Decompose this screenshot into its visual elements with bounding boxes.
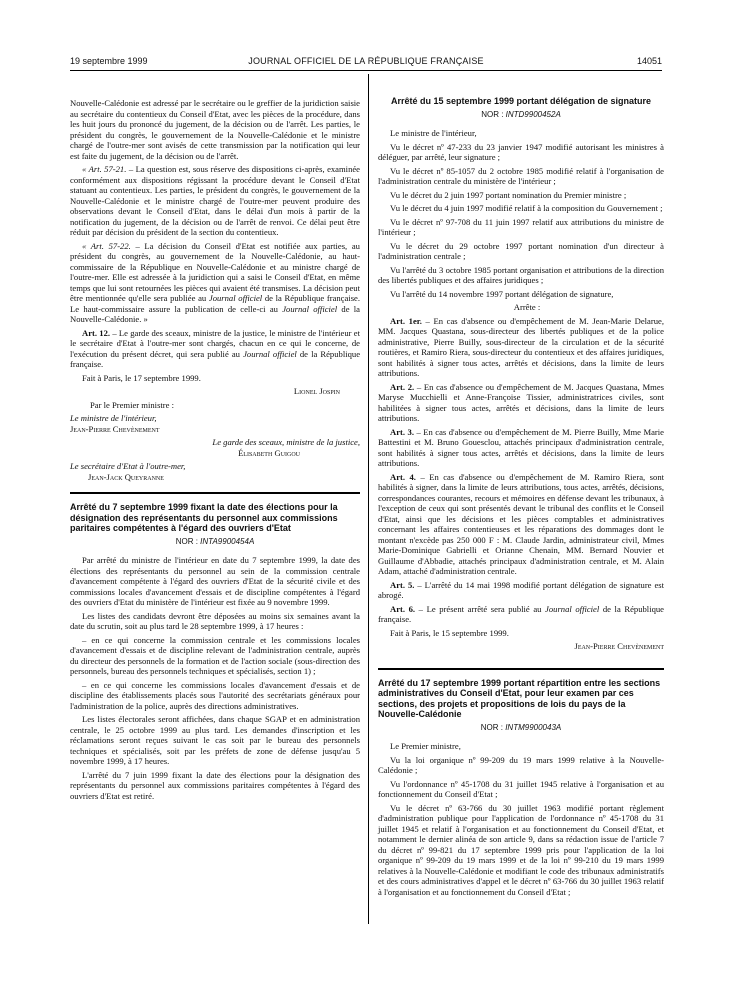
paragraph: Le ministre de l'intérieur,: [390, 128, 477, 138]
minister-title: Le ministre de l'intérieur,: [70, 413, 157, 423]
visa: Vu le décret du 29 octobre 1997 portant nomination d'un directeur à l'administration centrale ;: [378, 240, 664, 261]
signature-guigou: Élisabeth Guigou: [238, 447, 300, 458]
visa: Vu le décret nº 47-233 du 23 janvier 1947 modifié autorisant les ministres à déléguer, par arrêté, leur signature ;: [378, 141, 664, 162]
visa: Vu la loi organique nº 99-209 du 19 mars 1999 relative à la Nouvelle-Calédonie ;: [378, 754, 664, 775]
nor-reference: NOR : INTM9900043A: [480, 722, 562, 732]
visa: Vu le décret nº 85-1057 du 2 octobre 1985 modifié relatif à l'organisation de l'administration centrale du ministère de l'intérieur ;: [378, 165, 664, 186]
signature-jospin: Lionel Jospin: [293, 386, 340, 396]
signature-chevenement: Jean-Pierre Chevènement: [70, 423, 160, 434]
article-3: Art. 3. – En cas d'absence ou d'empêchement de M. Pierre Builly, Mme Marie Battestini et M. Bruno Gouesclou, attachés principaux d'administration centrale, sont habilités à signer tous actes, arrêtés et décisions, dans la limite de leurs attributions.: [378, 426, 664, 468]
section-divider: [70, 492, 360, 494]
visa: Vu le décret nº 63-766 du 30 juillet 1963 modifié portant règlement d'administration publique pour l'application de l'ordonnance nº 45-1708 du 31 juillet 1945 et relatif à l'organisation et au fonctionnement du Conseil d'Etat, et notamment le dernier alinéa de son article 9, dans sa rédaction issue de l'article 7 du décret nº 99-821 du 17 septembre 1999 pris pour l'application de la loi organique nº 99-209 du 19 mars 1999 et de la loi nº 99-210 du 19 mars 1999 relatives à la Nouvelle-Calédonie et modifiant le code des tribunaux administratifs et des cours administratives d'appel et le décret nº 63-766 du 30 juillet 1963 relatif à l'organisation et au fonctionnement du Conseil d'Etat ;: [378, 802, 664, 897]
visa: Vu le décret nº 97-708 du 11 juin 1997 relatif aux attributions du ministre de l'intérieur ;: [378, 216, 664, 237]
visa: Vu l'arrêté du 3 octobre 1985 portant organisation et attributions de la direction des libertés publiques et des affaires juridiques ;: [378, 264, 664, 285]
paragraph: Nouvelle-Calédonie est adressé par le secrétaire ou le greffier de la juridiction saisie au secrétaire du contentieux du Conseil d'Etat, avec les pièces de la procédure, dans les huit jours du prononcé du jugement, de la décision ou de l'arrêt. Les parties, le président du congrès, le gouvernement de la Nouvelle-Calédonie et le ministre chargé de l'outre-mer sont avisés de cette transmission par la notification qui leur est faite du jugement, de la décision ou de l'arrêt.: [70, 98, 360, 161]
secretaire-title: Le secrétaire d'Etat à l'outre-mer,: [70, 461, 186, 471]
fait-a-paris: Fait à Paris, le 17 septembre 1999.: [82, 372, 201, 383]
paragraph: Par arrêté du ministre de l'intérieur en date du 7 septembre 1999, la date des élections des représentants du personnel au sein de la commission centrale d'avancement compétente à l'égard des ouvriers d'Etat de la sécurité civile et des commissions locales d'avancement d'essais et de discipline compétentes à l'égard des ouvriers d'Etat du ministère de l'intérieur est fixée au 9 novembre 1999.: [70, 555, 360, 607]
paragraph: Les listes des candidats devront être déposées au moins six semaines avant la date du scrutin, soit au plus tard le 28 septembre 1999, à 17 heures :: [70, 610, 360, 631]
right-column: [378, 96, 664, 900]
section-divider: [378, 668, 664, 670]
nor-reference: NOR : INTD9900452A: [481, 109, 561, 119]
list-item: – en ce qui concerne la commission centrale et les commissions locales d'avancement d'essais et de discipline relevant de l'administration centrale, auprès du directeur des personnels de la formation et de l'action sociale (sous-direction des personnels, bureau des personnels techniques et spécialisés, section 1) ;: [70, 634, 360, 676]
visa: Vu l'arrêté du 14 novembre 1997 portant délégation de signature,: [390, 288, 614, 299]
decree-title: Arrêté du 17 septembre 1999 portant répartition entre les sections administratives du Conseil d'Etat, pour leur examen par ces sections, des projets et propositions de lois du pays de la Nouvelle-Calédonie: [378, 677, 661, 719]
article-57-22: « Art. 57-22. – La décision du Conseil d'Etat est notifiée aux parties, au président du congrès, au gouvernement de la Nouvelle-Calédonie, au haut-commissaire de la République en Nouvelle-Calédonie et au ministre chargé de l'outre-mer. Elle est adressée à la juridiction qui a saisi le Conseil d'Etat, en même temps que lui sont retournées les pièces qui avaient été transmises. La décision peut être mentionnée qu'elle sera publiée au Journal officiel de la République française. Le haut-commissaire assure la publication de celle-ci au Journal officiel de la Nouvelle-Calédonie. »: [70, 240, 361, 324]
paragraph: L'arrêté du 7 juin 1999 fixant la date des élections pour la désignation des représentants du personnel aux commissions paritaires compétentes à l'égard des ouvriers d'Etat est retiré.: [70, 769, 360, 801]
paragraph: Le Premier ministre,: [390, 741, 461, 751]
column-rule: [368, 74, 369, 924]
page-header: [70, 56, 662, 70]
garde-title: Le garde des sceaux, ministre de la justice,: [212, 437, 360, 447]
left-column: [70, 98, 360, 804]
article-57-21: « Art. 57-21. – La question est, sous réserve des dispositions ci-après, examinée conformément aux dispositions régissant la procédure devant le Conseil d'Etat statuant au contentieux. Les parties, le président du congrès, le gouvernement de la Nouvelle-Calédonie et le ministre chargé de l'outre-mer peuvent produire des observations devant le Conseil d'Etat, dans le délai d'un mois à partir de la notification du jugement, de la décision ou de l'arrêt de renvoi. Ce délai peut être réduit par décision du président de la section du contentieux.: [70, 164, 360, 237]
list-item: – en ce qui concerne les commissions locales d'avancement d'essais et de discipline des établissements placés sous l'autorité des secrétariats généraux pour l'administration de la police, auprès des directions administratives.: [70, 679, 360, 711]
article-2: Art. 2. – En cas d'absence ou d'empêchement de M. Jacques Quastana, Mmes Maryse Mucchielli et Anne-Françoise Tissier, administratrices civiles, sont habilitées à signer tous actes, arrêtés et décisions, dans la limite de leurs attributions.: [378, 381, 664, 423]
article-6: Art. 6. – Le présent arrêté sera publié au Journal officiel de la République française.: [378, 603, 664, 624]
header-page-number: 14051: [636, 56, 662, 66]
article-4: Art. 4. – En cas d'absence ou d'empêchement de M. Ramiro Riera, sont habilités à signer, dans la limite de leurs attributions, tous actes, arrêtés, décisions, correspondances courantes, recours et mémoires en défense devant les tribunaux, à l'exception de ceux qui sont présentés devant le tribunal des conflits et le Conseil d'Etat, ainsi que les décisions et les pièces comptables et administratives concernant les affaires contentieuses et les réparations des dommages dont le montant n'excède pas 250 000 F : M. Claude Jardin, administrateur civil, Mmes Marie-Dominique Gabrielli et Orianne Chenain, MM. Bernard Nouvier et Guillaume d'Abbadie, attachés principaux d'administration centrale, et M. Alain Adam, attaché d'administration centrale.: [378, 471, 665, 576]
fait-a-paris: Fait à Paris, le 15 septembre 1999.: [390, 627, 509, 638]
article-5: Art. 5. – L'arrêté du 14 mai 1998 modifié portant délégation de signature est abrogé.: [378, 579, 665, 600]
decree-title: Arrêté du 7 septembre 1999 fixant la date des élections pour la désignation des représentants du personnel aux commissions paritaires compétentes à l'égard des ouvriers d'Etat: [70, 502, 338, 533]
signature-queyranne: Jean-Jack Queyranne: [88, 471, 164, 482]
visa: Vu le décret du 2 juin 1997 portant nomination du Premier ministre ;: [390, 189, 627, 200]
article-1: Art. 1er. – En cas d'absence ou d'empêchement de M. Jean-Marie Delarue, MM. Jacques Quastana, sous-directeur des libertés publiques et de la police administrative, Pierre Builly, sous-directeur de la circulation et de la sécurité routières, et Ramiro Riera, sous-directeur du contentieux et des affaires juridiques, sont habilités à signer tous actes, arrêtés et décisions, dans la limite de leurs attributions.: [378, 315, 664, 378]
par-premier-ministre: Par le Premier ministre :: [90, 399, 175, 410]
signature-chevenement: Jean-Pierre Chevènement: [574, 641, 664, 651]
header-date: 19 septembre 1999: [70, 56, 148, 66]
decree-title: Arrêté du 15 septembre 1999 portant délégation de signature: [390, 96, 652, 106]
header-journal-title: JOURNAL OFFICIEL DE LA RÉPUBLIQUE FRANÇAISE: [248, 56, 484, 66]
header-rule: [70, 70, 662, 71]
visa: Vu l'ordonnance nº 45-1708 du 31 juillet 1945 relative à l'organisation et au fonctionnement du Conseil d'Etat ;: [378, 778, 664, 799]
paragraph: Les listes électorales seront affichées, dans chaque SGAP et en administration centrale, le 25 octobre 1999 au plus tard. Les demandes d'inscription et les réclamations seront reçues suivant le cas soit par le bureau des personnels techniques et spécialisés, soit par les préfets de zone de défense jusqu'au 5 novembre 1999, à 17 heures.: [70, 714, 360, 766]
visa: Vu le décret du 4 juin 1997 modifié relatif à la composition du Gouvernement ;: [390, 203, 663, 213]
article-12: Art. 12. – Le garde des sceaux, ministre de la justice, le ministre de l'intérieur et le secrétaire d'Etat à l'outre-mer sont chargés, chacun en ce qui le concerne, de l'exécution du présent décret, qui sera publié au Journal officiel de la République française.: [70, 327, 361, 369]
nor-reference: NOR : INTA9900454A: [175, 536, 255, 546]
arrete-heading: Arrête :: [513, 302, 541, 312]
